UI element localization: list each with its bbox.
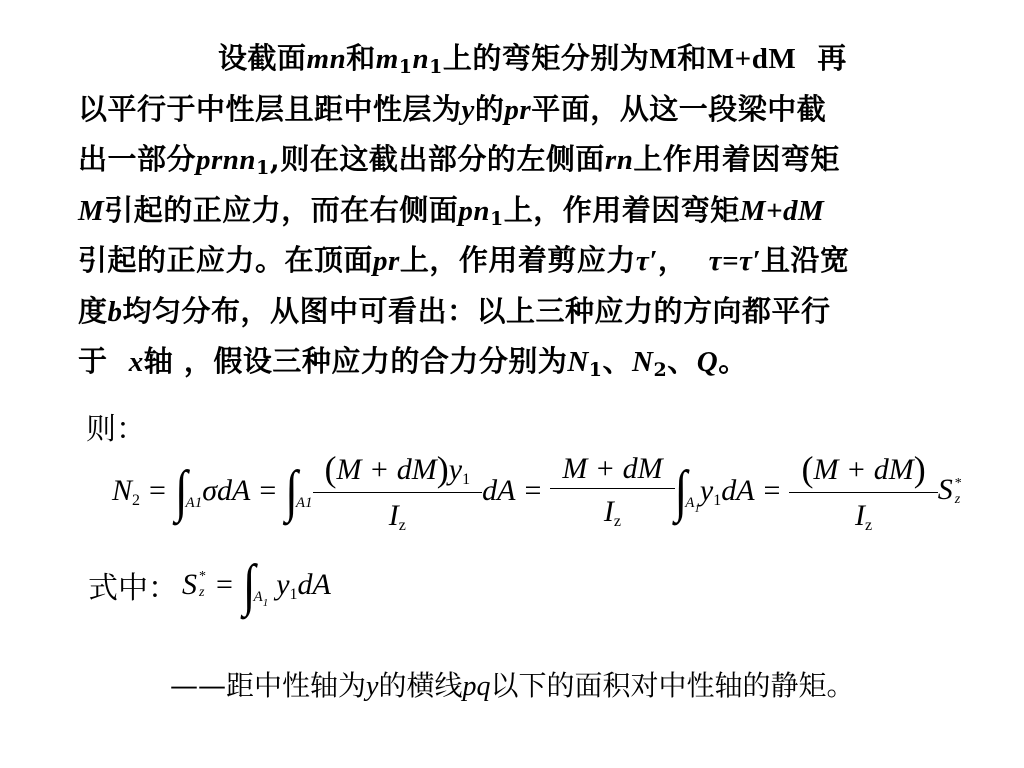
text: 的 [474,91,505,126]
symbol-M-dM: M+dM [706,43,797,75]
integral-3: ∫ $A_1$ [674,458,700,522]
static-moment-S: S * z [937,472,962,507]
sigma-dA: σdA [202,473,251,507]
eq-lhs: $N_2$ [112,473,141,509]
symbol-y: y [366,671,379,702]
equals-sign: = [259,473,277,507]
fraction-3: $\frac{(M + dM)}{I_z}$ [795,448,931,533]
equals-sign: = [149,473,166,507]
text: 。 [718,344,748,378]
text: 以平行于中性层且距中性层为 [78,91,462,126]
symbol-rn: rn [604,144,634,176]
integral-2: ∫ A1 [285,458,313,522]
subscript: 1 [256,157,270,179]
text: 和 [346,41,376,75]
definition-formula [88,552,331,617]
text: ,则在这截出部分的左侧面 [269,142,605,176]
text-paragraph [78,34,958,388]
text: 上作用着因弯矩 [633,142,840,176]
paragraph-line [78,135,958,186]
symbol-pr: pr [373,245,400,277]
ze-label: 则： [86,412,146,447]
text: 上，作用着剪应力 [399,243,636,277]
symbol-N2: N [632,346,654,378]
symbol-prnn: prnn [196,144,257,176]
text: 、 [602,344,633,378]
subscript: 1 [489,207,504,230]
symbol-tau-prime: τ′ [635,245,658,277]
paragraph-line [78,337,958,388]
subscript: 2 [653,359,668,381]
text: 均匀分布，从图中可看出：以上三种应力的方向都平行 [122,293,831,328]
formula-label: 式中： [88,571,178,606]
dash: —— [170,669,226,702]
symbol-M-dM: M+dM [739,194,825,227]
text: 出一部分 [78,142,197,176]
equals-sign: = [763,473,781,507]
paragraph-line [78,287,958,338]
fraction-1: $\frac{(M + dM)y_1}{I_z}$ [319,448,477,533]
text: 距中性轴为 [226,669,367,702]
text: 平面，从这一段梁中截 [531,91,827,126]
symbol-y: y [461,93,475,126]
text: 设截面 [218,41,307,75]
symbol-tau-equality: τ=τ′ [708,245,762,277]
text: 引起的正应力。在顶面 [78,243,374,277]
paragraph-line [78,34,958,85]
fraction-2: $\frac{M + dM}{I_z}$ [556,452,668,529]
symbol-N1: N [567,346,589,378]
text: 轴 ，假设三种应力的合力分别为 [143,344,568,378]
y1-dA: $y_1dA$ [699,473,755,509]
dA: dA [482,473,516,507]
note-line [170,664,854,704]
text: ， [657,243,688,277]
text: 、 [667,344,697,378]
text: 且沿宽 [761,243,850,277]
symbol-Q: Q [696,346,719,378]
text: 上的弯矩分别为 [442,41,650,75]
symbol-pr: pr [504,93,532,126]
formula-math: S * z = ∫ $A_1$ $y_1dA$ [182,552,331,617]
subscript: 1 [588,359,603,381]
main-equation [112,448,962,533]
symbol-b: b [107,295,123,328]
symbol-x: x [128,346,144,378]
symbol-mn: mn [306,43,347,75]
text: 和 [677,41,707,75]
text: 再 [817,41,847,75]
text: 于 [78,344,108,378]
text: 以下的面积对中性轴的静矩。 [490,669,855,702]
symbol-pn: pn [458,194,490,227]
text: 上，作用着因弯矩 [503,192,740,227]
text: 引起的正应力，而在右侧面 [104,192,459,227]
symbol-M: M [649,43,678,75]
symbol-m: m [375,43,399,75]
integral-1: ∫ A1 [174,458,203,522]
symbol-pq: pq [462,671,491,702]
paragraph-line [78,186,958,237]
equals-sign: = [524,473,542,507]
symbol-M: M [78,194,105,227]
paragraph-line [78,236,958,287]
paragraph-line [78,85,958,136]
symbol-n: n [412,43,430,75]
text: 的横线 [378,669,463,702]
subscript: 1 [398,56,413,78]
subscript: 1 [429,56,443,78]
text: 度 [78,293,108,328]
